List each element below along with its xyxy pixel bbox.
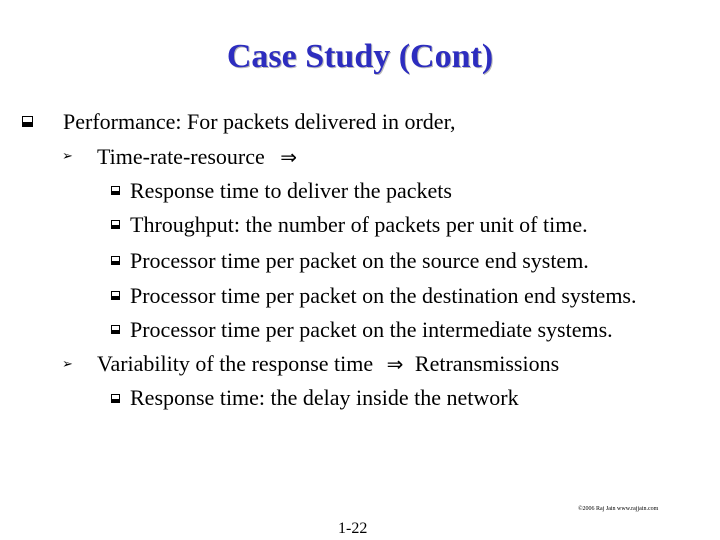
bullet-time-rate-resource bbox=[97, 145, 297, 169]
variability-text: Variability of the response time bbox=[97, 351, 374, 376]
bullet-network-delay: Response time: the delay inside the network bbox=[130, 385, 519, 410]
arrow-bullet-icon: ➢ bbox=[62, 357, 73, 372]
bullet-processor-destination: Processor time per packet on the destination end systems. bbox=[130, 283, 637, 308]
bullet-processor-source: Processor time per packet on the source end system. bbox=[130, 248, 589, 273]
square-bullet-icon bbox=[111, 186, 120, 195]
square-bullet-icon bbox=[111, 394, 120, 403]
slide-title: Case Study (Cont) bbox=[226, 38, 494, 75]
bullet-performance: Performance: For packets delivered in order, bbox=[63, 109, 456, 134]
page-number: 1-22 bbox=[338, 520, 368, 537]
retransmissions-text: Retransmissions bbox=[414, 351, 560, 376]
arrow-bullet-icon: ➢ bbox=[62, 149, 73, 164]
square-bullet-icon bbox=[111, 256, 120, 265]
bullet-variability bbox=[97, 352, 559, 376]
implies-icon: ⇒ bbox=[280, 145, 298, 169]
copyright-text: ©2006 Raj Jain www.rajjain.com bbox=[578, 506, 659, 512]
bullet-processor-intermediate: Processor time per packet on the intermediate systems. bbox=[130, 317, 613, 342]
bullet-response-time: Response time to deliver the packets bbox=[130, 178, 452, 203]
bullet-throughput: Throughput: the number of packets per unit of time. bbox=[130, 212, 588, 237]
square-bullet-icon bbox=[22, 116, 33, 127]
time-rate-resource-text: Time-rate-resource bbox=[97, 144, 265, 169]
square-bullet-icon bbox=[111, 220, 120, 229]
square-bullet-icon bbox=[111, 325, 120, 334]
square-bullet-icon bbox=[111, 291, 120, 300]
implies-icon: ⇒ bbox=[386, 352, 404, 376]
